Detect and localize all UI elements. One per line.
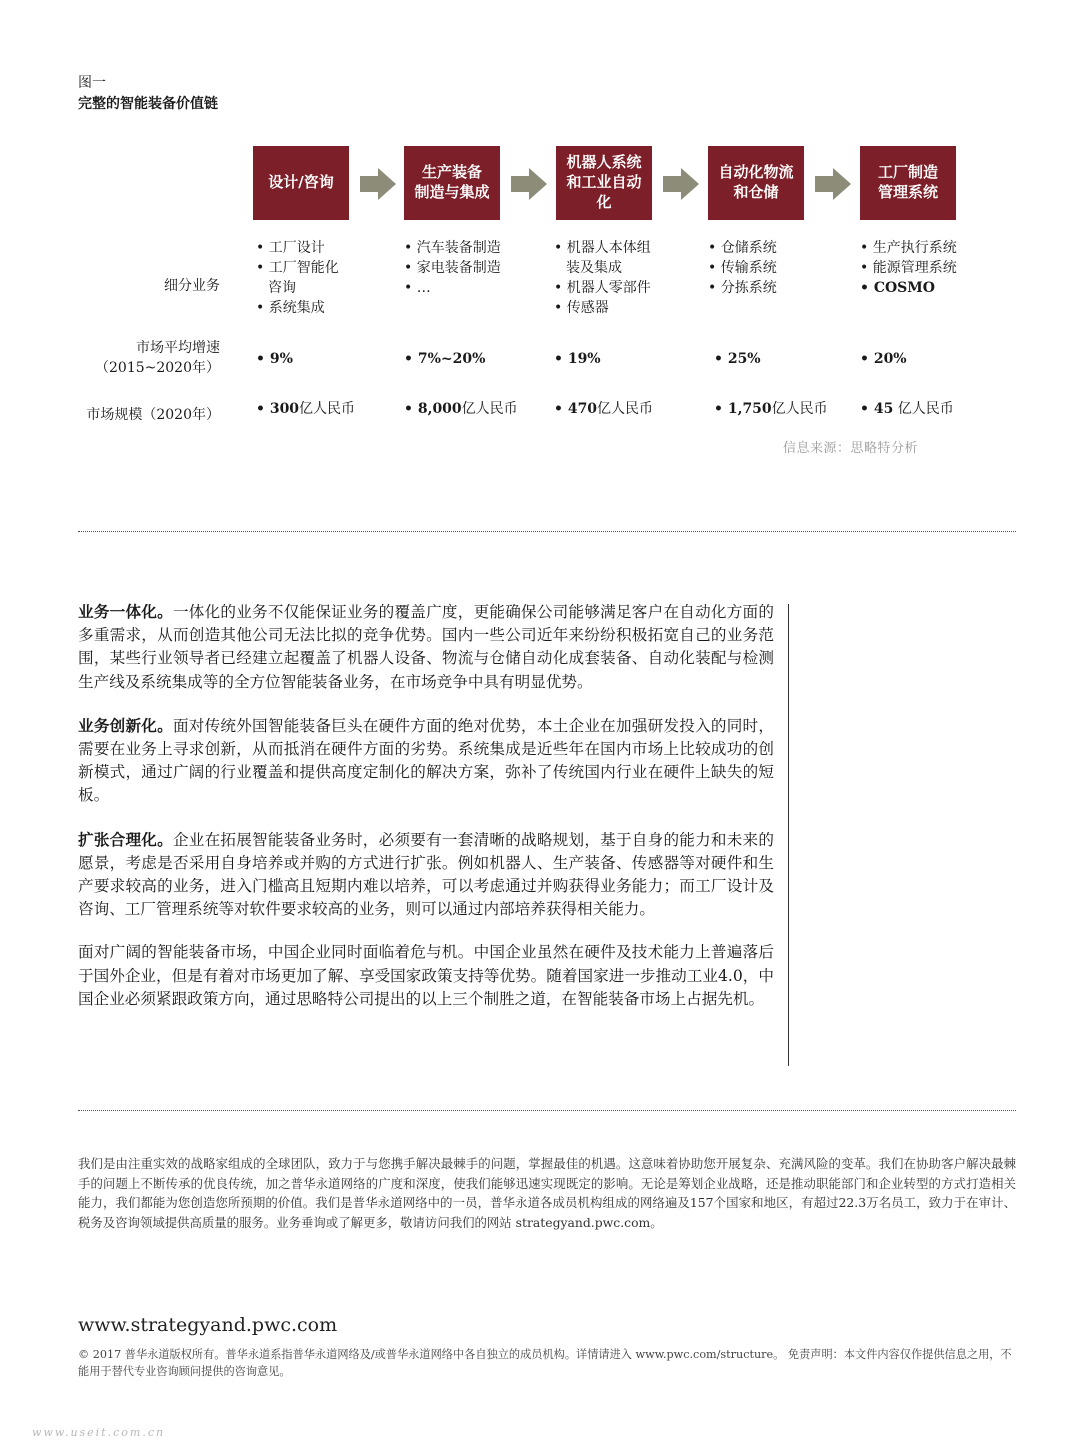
paragraph bbox=[78, 828, 774, 922]
stage-design-consulting: 设计/咨询 bbox=[253, 146, 349, 220]
paragraph-lead: 业务创新化。 bbox=[78, 715, 173, 735]
market-size-number: • 1,750 bbox=[714, 401, 772, 417]
growth-value: • 25% bbox=[714, 351, 761, 367]
source-note: 信息来源：思略特分析 bbox=[783, 441, 919, 456]
segment-list bbox=[708, 238, 777, 298]
paragraph-lead: 业务一体化。 bbox=[78, 602, 173, 621]
arrow-right-icon bbox=[815, 168, 851, 200]
market-size-unit: 亿人民币 bbox=[597, 401, 654, 417]
paragraph-text: 一体化的业务不仅能保证业务的覆盖广度，更能确保公司能够满足客户在自动化方面的多重需求，从而创造其他公司无法比拟的竞争优势。国内一些公司近年来纷纷积极拓宽自己的业务范围，某些行业领导者已经建立起覆盖了机器人设备、物流与仓储自动化成套装备、自动化装配与检测生产线及系统集成等的全方位智能装备业务，在市场竞争中具有明显优势。 bbox=[78, 603, 774, 691]
divider bbox=[78, 531, 1016, 532]
watermark: www.useit.com.cn bbox=[32, 1426, 166, 1439]
market-size-unit: 亿人民币 bbox=[299, 401, 356, 417]
vertical-rule bbox=[788, 604, 789, 1066]
growth-value: • 9% bbox=[256, 351, 293, 367]
list-item: • 汽车装备制造 bbox=[404, 240, 501, 256]
stage-production-equipment: 生产装备 制造与集成 bbox=[404, 146, 500, 220]
list-item: 咨询 bbox=[268, 280, 296, 296]
list-item: • 工厂设计 bbox=[256, 240, 325, 256]
stage-factory-management: 工厂制造 管理系统 bbox=[860, 146, 956, 220]
market-size-number: • 300 bbox=[256, 401, 300, 417]
growth-value: • 7%~20% bbox=[404, 351, 486, 367]
stage-logistics-warehousing: 自动化物流 和仓储 bbox=[708, 146, 804, 220]
body-text bbox=[78, 600, 774, 1031]
website-link[interactable]: www.strategyand.pwc.com bbox=[78, 1314, 338, 1336]
market-size-value bbox=[256, 399, 355, 419]
list-item: 装及集成 bbox=[566, 260, 622, 276]
paragraph-text: 面对广阔的智能装备市场，中国企业同时面临着危与机。中国企业虽然在硬件及技术能力上普遍落后于国外企业，但是有着对市场更加了解、享受国家政策支持等优势。随着国家进一步推动工业4.0，中国企业必须紧跟政策方向，通过思略特公司提出的以上三个制胜之道，在智能装备市场上占据先机。 bbox=[78, 943, 774, 1008]
list-item: • 工厂智能化 bbox=[256, 260, 339, 276]
paragraph-lead: 扩张合理化。 bbox=[78, 829, 173, 849]
list-item: • 生产执行系统 bbox=[860, 240, 957, 256]
list-item: • 家电装备制造 bbox=[404, 260, 501, 276]
growth-value: • 20% bbox=[860, 351, 907, 367]
paragraph-text: 面对传统外国智能装备巨头在硬件方面的绝对优势，本土企业在加强研发投入的同时，需要在业务上寻求创新，从而抵消在硬件方面的劣势。系统集成是近些年在国内市场上比较成功的创新模式，通过广阔的行业覆盖和提供高度定制化的解决方案，弥补了传统国内行业在硬件上缺失的短板。 bbox=[78, 716, 774, 805]
market-size-unit: 亿人民币 bbox=[771, 401, 828, 417]
market-size-unit: 亿人民币 bbox=[461, 401, 518, 417]
paragraph-text: 企业在拓展智能装备业务时，必须要有一套清晰的战略规划，基于自身的能力和未来的愿景，考虑是否采用自身培养或并购的方式进行扩张。例如机器人、生产装备、传感器等对硬件和生产要求较高的业务，进入门槛高且短期内难以培养，可以考虑通过并购获得业务能力；而工厂设计及咨询、工厂管理系统等对软件要求较高的业务，则可以通过内部培养获得相关能力。 bbox=[78, 830, 774, 919]
paragraph bbox=[78, 941, 774, 1011]
list-item: • 机器人零部件 bbox=[554, 280, 651, 296]
list-item: • 传输系统 bbox=[708, 260, 777, 276]
row-label-size: 市场规模（2020年） bbox=[86, 407, 220, 423]
market-size-number: • 8,000 bbox=[404, 401, 462, 417]
list-item: • 分拣系统 bbox=[708, 280, 777, 296]
growth-value: • 19% bbox=[554, 351, 601, 367]
paragraph bbox=[78, 600, 774, 694]
list-item: • COSMO bbox=[860, 280, 935, 296]
paragraph bbox=[78, 714, 774, 808]
market-size-value bbox=[554, 399, 653, 419]
row-label-growth: 市场平均增速 （2015~2020年） bbox=[95, 340, 220, 377]
figure-label: 图一 bbox=[78, 75, 106, 91]
list-item: • … bbox=[404, 280, 431, 296]
list-item: • 机器人本体组 bbox=[554, 240, 651, 256]
list-item: • 能源管理系统 bbox=[860, 260, 957, 276]
market-size-value bbox=[860, 399, 954, 419]
market-size-number: • 470 bbox=[554, 401, 598, 417]
segment-list bbox=[404, 238, 501, 298]
segment-list bbox=[256, 238, 339, 318]
market-size-value bbox=[404, 399, 518, 419]
segment-list bbox=[860, 238, 957, 298]
divider bbox=[78, 1110, 1016, 1111]
list-item: • 系统集成 bbox=[256, 300, 325, 316]
list-item: • 传感器 bbox=[554, 300, 609, 316]
arrow-right-icon bbox=[511, 168, 547, 200]
arrow-right-icon bbox=[360, 168, 396, 200]
row-label-segments: 细分业务 bbox=[164, 278, 220, 294]
stage-robot-automation: 机器人系统 和工业自动 化 bbox=[556, 146, 652, 220]
market-size-number: • 45 bbox=[860, 401, 894, 417]
about-text: 我们是由注重实效的战略家组成的全球团队，致力于与您携手解决最棘手的问题，掌握最佳的机遇。这意味着协助您开展复杂、充满风险的变革。我们在协助客户解决最棘手的问题上不断传承的优良传统，加之普华永道网络的广度和深度，使我们能够迅速实现既定的影响。无论是筹划企业战略，还是推动职能部门和企业转型的方式打造相关能力，我们都能为您创造您所预期的价值。我们是普华永道网络中的一员，普华永道各成员机构组成的网络遍及157个国家和地区，有超过22.3万名员工，致力于在审计、税务及咨询领域提供高质量的服务。业务垂询或了解更多，敬请访问我们的网站 strategyand.pwc.com。 bbox=[78, 1156, 1016, 1230]
market-size-value bbox=[714, 399, 828, 419]
segment-list bbox=[554, 238, 651, 318]
market-size-unit: 亿人民币 bbox=[893, 401, 954, 417]
copyright-text: © 2017 普华永道版权所有。普华永道系指普华永道网络及/或普华永道网络中各自独立的成员机构。详情请进入 www.pwc.com/structure。 免责声明：本文件内容仅作提供信息之用，不能用于替代专业咨询顾问提供的咨询意见。 bbox=[78, 1348, 1012, 1378]
arrow-right-icon bbox=[663, 168, 699, 200]
list-item: • 仓储系统 bbox=[708, 240, 777, 256]
figure-title: 完整的智能装备价值链 bbox=[78, 96, 218, 112]
